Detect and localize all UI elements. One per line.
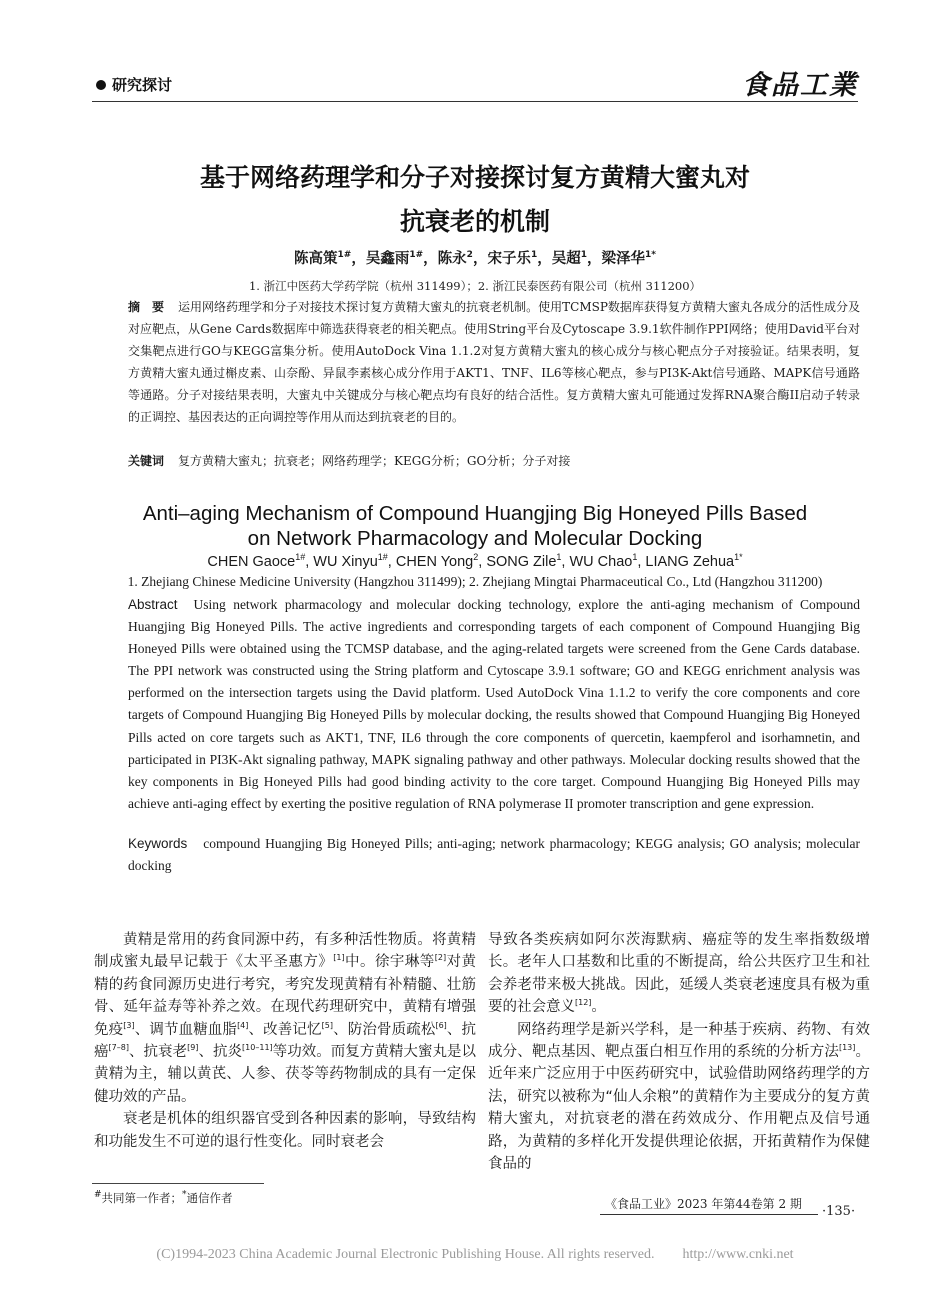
journal-issue: 《食品工业》2023 年第44卷第 2 期 bbox=[605, 1197, 802, 1211]
title-cn-line1: 基于网络药理学和分子对接探讨复方黄精大蜜丸对 bbox=[199, 163, 750, 192]
citation-ref[interactable]: [2] bbox=[434, 953, 447, 963]
header-divider bbox=[92, 101, 858, 102]
author-cn: 梁泽华$^{1*}$ bbox=[601, 250, 656, 267]
author-cn: 陈高策$^{1\#}$， bbox=[294, 250, 366, 267]
title-en-line1: Anti–aging Mechanism of Compound Huangjing Big Honeyed Pills Based bbox=[142, 502, 808, 525]
keywords-en-text: compound Huangjing Big Honeyed Pills; anti-aging; network pharmacology; KEGG analysis; GO analysis; molecular docking bbox=[128, 836, 860, 874]
affiliation-en: 1. Zhejiang Chinese Medicine University (Hangzhou 311499); 2. Zhejiang Mingtai Pharmaceutical Co., Ltd (Hangzhou 311200) bbox=[127, 574, 823, 589]
citation-ref[interactable]: [10–11] bbox=[242, 1043, 273, 1053]
author-cn: 宋子乐$^1$， bbox=[487, 250, 552, 267]
citation-ref[interactable]: [6] bbox=[435, 1020, 447, 1030]
body-column-left bbox=[94, 929, 476, 1153]
affiliation-cn: 1. 浙江中医药大学药学院（杭州 311499）；2. 浙江民泰医药有限公司（杭州 311200） bbox=[248, 279, 702, 293]
keywords-cn-text: 复方黄精大蜜丸；抗衰老；网络药理学；KEGG分析；GO分析；分子对接 bbox=[178, 454, 571, 468]
abstract-cn-text: 运用网络药理学和分子对接技术探讨复方黄精大蜜丸的抗衰老机制。使用TCMSP数据库获得复方黄精大蜜丸各成分的活性成分及对应靶点，从Gene Cards数据库中筛选获得衰老的相关靶点。使用String平台及Cytoscape 3.9.1软件制作PPI网络；使用David平台对交集靶点进行GO与KEGG富集分析。使用AutoDock Vina 1.1.2对复方黄精大蜜丸的核心成分与核心靶点分子对接验证。结果表明，复方黄精大蜜丸通过槲皮素、山奈酚、异鼠李素核心成分作用于AKT1、TNF、IL6等核心靶点，参与PI3K-Akt信号通路、MAPK信号通路等通路。分子对接结果表明，大蜜丸中关键成分与核心靶点均有良好的结合活性。复方黄精大蜜丸可能通过发挥RNA聚合酶II启动子转录的正调控、基因表达的正向调控等作用从而达到抗衰老的目的。 bbox=[128, 300, 860, 424]
author-en: LIANG Zehua$^{1*}$ bbox=[645, 552, 743, 570]
title-cn-line2: 抗衰老的机制 bbox=[399, 207, 550, 236]
footer-divider bbox=[600, 1214, 818, 1215]
author-cn: 吴鑫雨$^{1\#}$， bbox=[365, 250, 438, 267]
abstract-cn-label: 摘 要 bbox=[128, 300, 165, 314]
author-cn: 陈永$^2$， bbox=[437, 250, 488, 267]
title-en-line2: on Network Pharmacology and Molecular Docking bbox=[247, 527, 703, 550]
abstract-cn bbox=[128, 296, 860, 428]
keywords-en bbox=[128, 833, 860, 877]
keywords-cn-label: 关键词 bbox=[128, 454, 165, 468]
body-paragraph: 网络药理学是新兴学科，是一种基于疾病、药物、有效成分、靶点基因、靶点蛋白相互作用的系统的分析方法[13]。近年来广泛应用于中医药研究中，试验借助网络药理学的方法，研究以被称为“仙人余粮”的黄精作为主要成分的复方黄精大蜜丸，对抗衰老的潜在药效成分、作用靶点及信号通路，为黄精的多样化开发提供理论依据，开拓黄精作为保健食品的 bbox=[488, 1021, 870, 1173]
citation-ref[interactable]: [1] bbox=[333, 953, 345, 963]
author-en: WU Xinyu$^{1\#}$, bbox=[313, 552, 396, 570]
body-paragraph: 衰老是机体的组织器官受到各种因素的影响，导致结构和功能发生不可逆的退行性变化。同时衰老会 bbox=[94, 1111, 476, 1150]
citation-ref[interactable]: [13] bbox=[838, 1043, 856, 1053]
section-label: 研究探讨 bbox=[96, 74, 172, 95]
authors-en bbox=[0, 554, 950, 570]
keywords-en-label: Keywords bbox=[128, 836, 188, 851]
author-en: CHEN Yong$^2$, bbox=[395, 552, 487, 570]
page-number: ·135· bbox=[822, 1204, 856, 1219]
authors-cn bbox=[0, 247, 950, 268]
author-en: WU Chao$^1$, bbox=[569, 552, 646, 570]
citation-ref[interactable]: [5] bbox=[321, 1020, 333, 1030]
footnote-divider bbox=[92, 1183, 264, 1184]
body-column-right bbox=[488, 929, 870, 1175]
abstract-en-label: Abstract bbox=[128, 597, 178, 612]
copyright-notice: (C)1994-2023 China Academic Journal Electronic Publishing House. All rights reserved. http://www.cnki.net bbox=[156, 1247, 794, 1262]
keywords-cn bbox=[128, 450, 860, 472]
abstract-en-text: Using network pharmacology and molecular docking technology, explore the anti-aging mechanism of Compound Huangjing Big Honeyed Pills. The active ingredients and corresponding targets of each component of Compound Huangjing Big Honeyed Pills were obtained using the TCMSP database, and the aging-related targets were screened from the Gene Cards database. The PPI network was constructed using the String platform and Cytoscape 3.9.1 software; GO and KEGG enrichment analysis was performed on the intersection targets using the David platform. Used AutoDock Vina 1.1.2 to verify the core components and core targets of Compound Huangjing Big Honeyed Pills by molecular docking, the results showed that Compound Huangjing Big Honeyed Pills acted on core targets such as AKT1, TNF, IL6 through the core components of quercetin, kaempferol and isorhamnetin, and participated in PI3K-Akt signaling pathway, MAPK signaling pathway and other pathways. Molecular docking results showed that the key components in Big Honeyed Pills had good binding activity to the core target. Compound Huangjing Big Honeyed Pills may achieve anti-aging effect by exerting the positive regulation of RNA polymerase II promoter transcription and gene expression. bbox=[128, 597, 860, 811]
author-en: SONG Zile$^1$, bbox=[486, 552, 570, 570]
citation-ref[interactable]: [3] bbox=[123, 1020, 135, 1030]
footnote: #共同第一作者；*通信作者 bbox=[94, 1190, 233, 1205]
citation-ref[interactable]: [9] bbox=[187, 1043, 199, 1053]
citation-ref[interactable]: [4] bbox=[237, 1020, 249, 1030]
body-paragraph: 黄精是常用的药食同源中药，有多种活性物质。将黄精制成蜜丸最早记载于《太平圣惠方》[1]中。徐宇琳等[2]对黄精的药食同源历史进行考究，考究发现黄精有补精髓、壮筋骨、延年益寿等补养之效。在现代药理研究中，黄精有增强免疫[3]、调节血糖血脂[4]、改善记忆[5]、防治骨质疏松[6]、抗癌[7–8]、抗衰老[9]、抗炎[10–11]等功效。而复方黄精大蜜丸是以黄精为主，辅以黄芪、人参、茯苓等药物制成的具有一定保健功效的产品。 bbox=[94, 932, 477, 1105]
citation-ref[interactable]: [12] bbox=[575, 998, 592, 1008]
body-paragraph: 导致各类疾病如阿尔茨海默病、癌症等的发生率指数级增长。老年人口基数和比重的不断提高，给公共医疗卫生和社会养老带来极大挑战。因此，延缓人类衰老速度具有极为重要的社会意义[12]。 bbox=[488, 932, 870, 1016]
journal-logo: 食品工業 bbox=[742, 70, 858, 101]
author-cn: 吴超$^1$， bbox=[551, 250, 602, 267]
abstract-en bbox=[128, 594, 860, 815]
author-en: CHEN Gaoce$^{1\#}$, bbox=[207, 552, 314, 570]
citation-ref[interactable]: [7–8] bbox=[108, 1043, 129, 1053]
